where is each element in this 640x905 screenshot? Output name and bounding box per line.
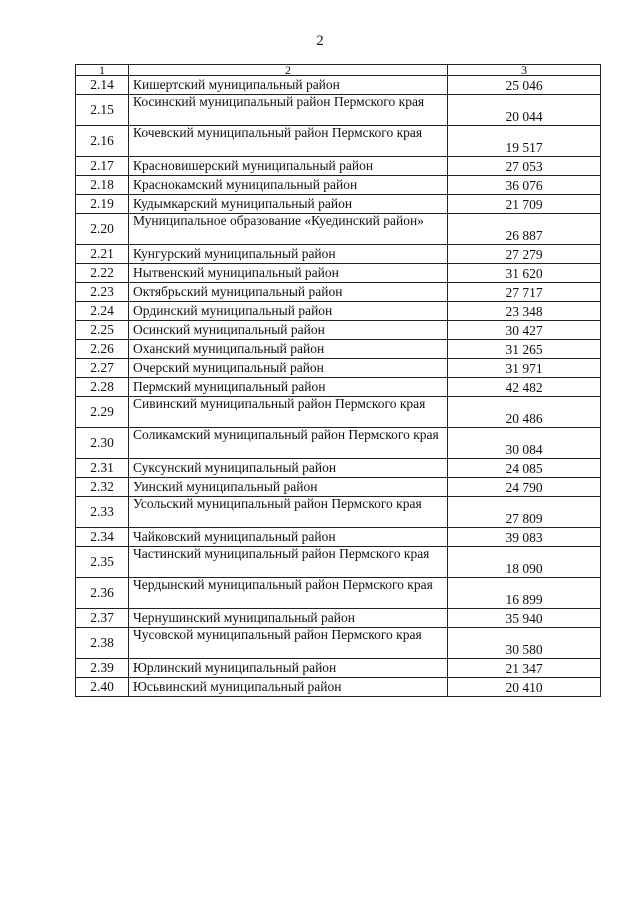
district-name-cell: Соликамский муниципальный район Пермского края [129, 428, 448, 459]
row-number-cell: 2.21 [76, 245, 129, 264]
district-name-cell: Косинский муниципальный район Пермского края [129, 95, 448, 126]
table-row [76, 578, 601, 609]
value-cell: 20 486 [448, 397, 601, 428]
table-row [76, 95, 601, 126]
district-name-cell: Ординский муниципальный район [129, 302, 448, 321]
district-name-cell: Осинский муниципальный район [129, 321, 448, 340]
district-name-cell: Муниципальное образование «Куединский район» [129, 214, 448, 245]
row-number-cell: 2.19 [76, 195, 129, 214]
district-name-cell: Чернушинский муниципальный район [129, 609, 448, 628]
row-number-cell: 2.27 [76, 359, 129, 378]
table-row [76, 214, 601, 245]
value-cell: 16 899 [448, 578, 601, 609]
value-cell: 18 090 [448, 547, 601, 578]
row-number-cell: 2.33 [76, 497, 129, 528]
table-row [76, 126, 601, 157]
value-cell: 20 044 [448, 95, 601, 126]
table-row [76, 678, 601, 697]
value-cell: 21 709 [448, 195, 601, 214]
value-cell: 25 046 [448, 76, 601, 95]
district-name-cell: Уинский муниципальный район [129, 478, 448, 497]
row-number-cell: 2.23 [76, 283, 129, 302]
table-row [76, 302, 601, 321]
value-cell: 30 427 [448, 321, 601, 340]
row-number-cell: 2.28 [76, 378, 129, 397]
value-cell: 27 809 [448, 497, 601, 528]
table-row [76, 359, 601, 378]
value-cell: 23 348 [448, 302, 601, 321]
table-row [76, 76, 601, 95]
value-cell: 42 482 [448, 378, 601, 397]
row-number-cell: 2.38 [76, 628, 129, 659]
row-number-cell: 2.17 [76, 157, 129, 176]
district-name-cell: Частинский муниципальный район Пермского края [129, 547, 448, 578]
row-number-cell: 2.36 [76, 578, 129, 609]
row-number-cell: 2.40 [76, 678, 129, 697]
value-cell: 30 084 [448, 428, 601, 459]
district-name-cell: Юсьвинский муниципальный район [129, 678, 448, 697]
table-row [76, 195, 601, 214]
table-row [76, 378, 601, 397]
table-row [76, 245, 601, 264]
column-header-1: 1 [76, 65, 129, 76]
district-name-cell: Красновишерский муниципальный район [129, 157, 448, 176]
column-header-2: 2 [129, 65, 448, 76]
row-number-cell: 2.14 [76, 76, 129, 95]
value-cell: 31 620 [448, 264, 601, 283]
district-name-cell: Суксунский муниципальный район [129, 459, 448, 478]
data-table [75, 64, 601, 697]
value-cell: 36 076 [448, 176, 601, 195]
row-number-cell: 2.22 [76, 264, 129, 283]
table-row [76, 478, 601, 497]
table-row [76, 659, 601, 678]
row-number-cell: 2.18 [76, 176, 129, 195]
district-name-cell: Краснокамский муниципальный район [129, 176, 448, 195]
value-cell: 31 265 [448, 340, 601, 359]
value-cell: 31 971 [448, 359, 601, 378]
district-name-cell: Кунгурский муниципальный район [129, 245, 448, 264]
table-row [76, 157, 601, 176]
row-number-cell: 2.30 [76, 428, 129, 459]
table-row [76, 528, 601, 547]
row-number-cell: 2.26 [76, 340, 129, 359]
value-cell: 26 887 [448, 214, 601, 245]
district-name-cell: Пермский муниципальный район [129, 378, 448, 397]
district-name-cell: Юрлинский муниципальный район [129, 659, 448, 678]
table-row [76, 547, 601, 578]
row-number-cell: 2.25 [76, 321, 129, 340]
table-row [76, 264, 601, 283]
row-number-cell: 2.39 [76, 659, 129, 678]
table-row [76, 628, 601, 659]
table-body [76, 76, 601, 697]
table-row [76, 340, 601, 359]
table-row [76, 497, 601, 528]
table-row [76, 609, 601, 628]
table-row [76, 459, 601, 478]
district-name-cell: Сивинский муниципальный район Пермского края [129, 397, 448, 428]
value-cell: 35 940 [448, 609, 601, 628]
value-cell: 24 085 [448, 459, 601, 478]
value-cell: 24 790 [448, 478, 601, 497]
district-name-cell: Чердынский муниципальный район Пермского края [129, 578, 448, 609]
district-name-cell: Октябрьский муниципальный район [129, 283, 448, 302]
district-name-cell: Очерский муниципальный район [129, 359, 448, 378]
page-number: 2 [316, 33, 324, 49]
district-name-cell: Кудымкарский муниципальный район [129, 195, 448, 214]
table-row [76, 176, 601, 195]
value-cell: 20 410 [448, 678, 601, 697]
table-row [76, 428, 601, 459]
value-cell: 27 717 [448, 283, 601, 302]
row-number-cell: 2.15 [76, 95, 129, 126]
value-cell: 39 083 [448, 528, 601, 547]
row-number-cell: 2.35 [76, 547, 129, 578]
table-row [76, 283, 601, 302]
district-name-cell: Чайковский муниципальный район [129, 528, 448, 547]
row-number-cell: 2.29 [76, 397, 129, 428]
value-cell: 30 580 [448, 628, 601, 659]
table-row [76, 397, 601, 428]
column-header-3: 3 [448, 65, 601, 76]
district-name-cell: Усольский муниципальный район Пермского края [129, 497, 448, 528]
value-cell: 21 347 [448, 659, 601, 678]
value-cell: 19 517 [448, 126, 601, 157]
row-number-cell: 2.20 [76, 214, 129, 245]
row-number-cell: 2.24 [76, 302, 129, 321]
table-header-row [76, 65, 601, 76]
row-number-cell: 2.31 [76, 459, 129, 478]
district-name-cell: Оханский муниципальный район [129, 340, 448, 359]
district-name-cell: Кочевский муниципальный район Пермского края [129, 126, 448, 157]
district-name-cell: Чусовской муниципальный район Пермского края [129, 628, 448, 659]
table-row [76, 321, 601, 340]
district-name-cell: Нытвенский муниципальный район [129, 264, 448, 283]
row-number-cell: 2.37 [76, 609, 129, 628]
row-number-cell: 2.34 [76, 528, 129, 547]
row-number-cell: 2.32 [76, 478, 129, 497]
row-number-cell: 2.16 [76, 126, 129, 157]
value-cell: 27 053 [448, 157, 601, 176]
value-cell: 27 279 [448, 245, 601, 264]
district-name-cell: Кишертский муниципальный район [129, 76, 448, 95]
